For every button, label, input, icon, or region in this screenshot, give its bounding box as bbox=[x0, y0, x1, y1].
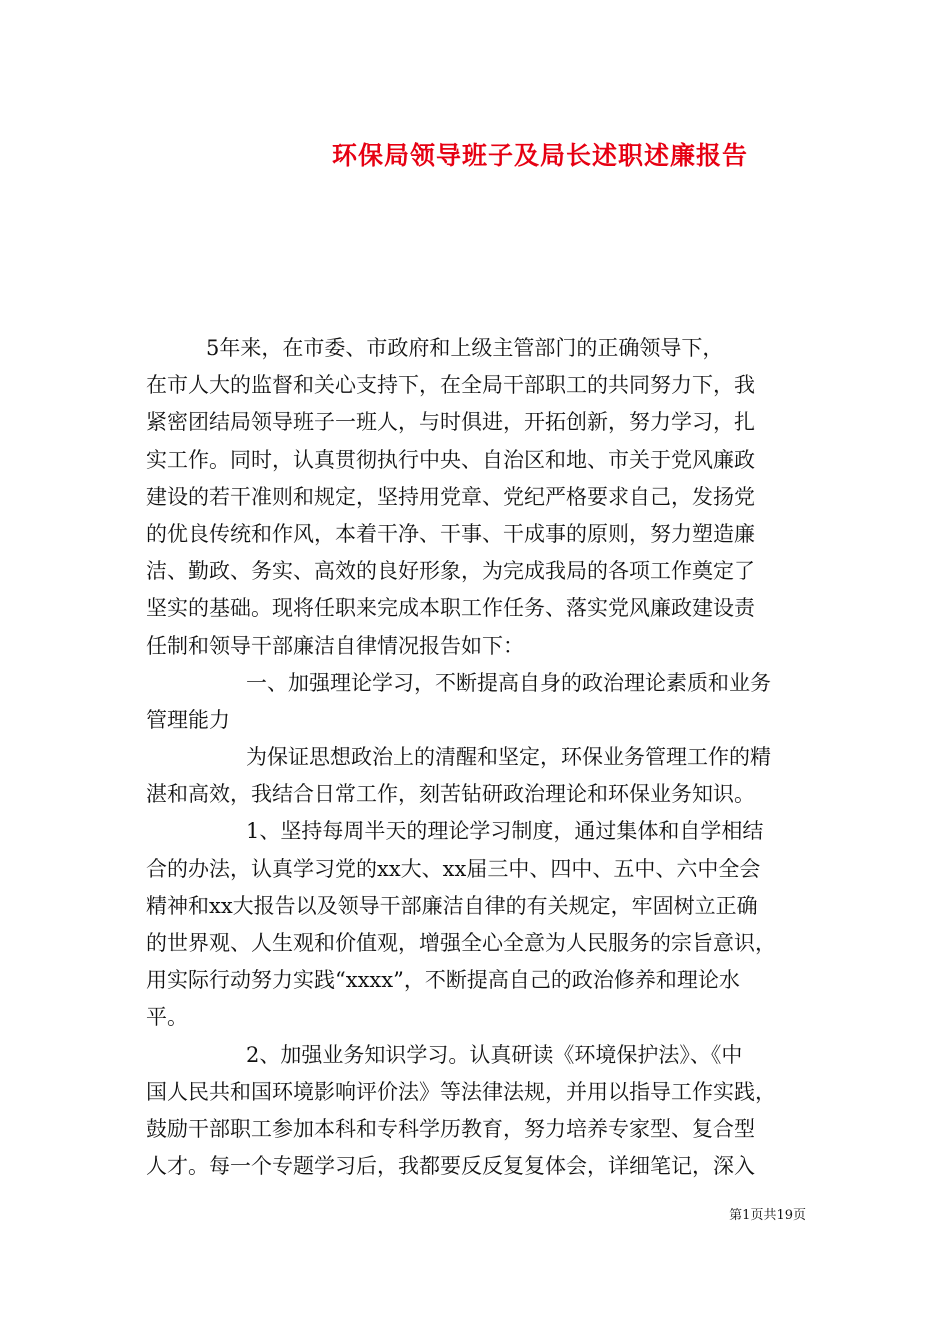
text-line: 为保证思想政治上的清醒和坚定，环保业务管理工作的精 bbox=[246, 745, 771, 770]
text-line: 湛和高效，我结合日常工作，刻苦钻研政治理论和环保业务知识。 bbox=[146, 782, 755, 807]
text-line: 精神和xx大报告以及领导干部廉洁自律的有关规定，牢固树立正确 bbox=[146, 893, 758, 918]
text-line: 实工作。同时，认真贯彻执行中央、自治区和地、市关于党风廉政 bbox=[146, 447, 755, 472]
text-line: 鼓励干部职工参加本科和专科学历教育，努力培养专家型、复合型 bbox=[146, 1116, 755, 1141]
page-title: 环保局领导班子及局长述职述廉报告 bbox=[331, 141, 748, 170]
text-line: 建设的若干准则和规定，坚持用党章、党纪严格要求自己，发扬党 bbox=[146, 484, 755, 509]
text-line: 5年来，在市委、市政府和上级主管部门的正确领导下， bbox=[206, 336, 724, 360]
text-line: 用实际行动努力实践“xxxx”，不断提高自己的政治修养和理论水 bbox=[146, 968, 740, 993]
text-line: 合的办法，认真学习党的xx大、xx届三中、四中、五中、六中全会 bbox=[146, 856, 761, 881]
page-number: 第1页共19页 bbox=[729, 1208, 806, 1223]
text-line: 平。 bbox=[146, 1005, 188, 1030]
text-line: 1、坚持每周半天的理论学习制度，通过集体和自学相结 bbox=[246, 819, 764, 844]
text-line: 管理能力 bbox=[146, 707, 230, 732]
text-line: 洁、勤政、务实、高效的良好形象，为完成我局的各项工作奠定了 bbox=[146, 559, 755, 584]
text-line: 国人民共和国环境影响评价法》等法律法规，并用以指导工作实践， bbox=[146, 1079, 776, 1104]
document-body bbox=[146, 330, 816, 1185]
text-line: 任制和领导干部廉洁自律情况报告如下： bbox=[146, 633, 524, 658]
text-line: 2、加强业务知识学习。认真研读《环境保护法》、《中 bbox=[246, 1042, 743, 1067]
text-line: 坚实的基础。现将任职来完成本职工作任务、落实党风廉政建设责 bbox=[146, 596, 755, 621]
text-line: 一、加强理论学习，不断提高自身的政治理论素质和业务 bbox=[246, 670, 771, 695]
text-line: 的优良传统和作风，本着干净、干事、干成事的原则，努力塑造廉 bbox=[146, 521, 755, 546]
text-line: 人才。每一个专题学习后，我都要反反复复体会，详细笔记，深入 bbox=[146, 1154, 755, 1179]
text-line: 在市人大的监督和关心支持下，在全局干部职工的共同努力下，我 bbox=[146, 373, 755, 398]
text-line: 的世界观、人生观和价值观，增强全心全意为人民服务的宗旨意识， bbox=[146, 931, 776, 955]
text-line: 紧密团结局领导班子一班人，与时俱进，开拓创新，努力学习，扎 bbox=[146, 410, 755, 435]
